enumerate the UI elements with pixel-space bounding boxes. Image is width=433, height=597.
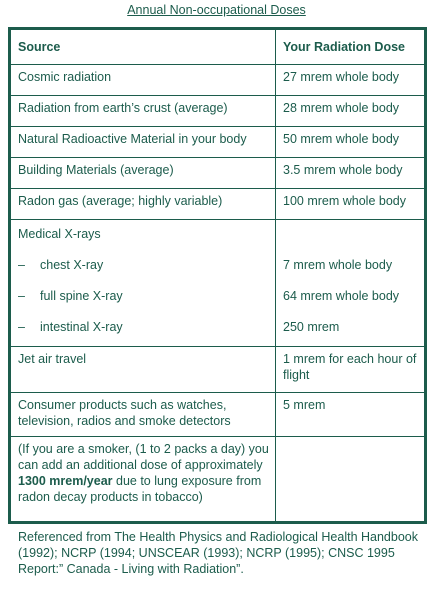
medical-item-label: chest X-ray — [40, 258, 104, 272]
medical-item — [11, 315, 275, 346]
row-dose: 3.5 mrem whole body — [276, 158, 426, 189]
table-row — [10, 127, 426, 158]
row-source: Cosmic radiation — [10, 65, 276, 96]
header-dose: Your Radiation Dose — [276, 29, 426, 65]
consumer-source: Consumer products such as watches, television, radios and smoke detectors — [10, 393, 276, 437]
medical-item-dose: 7 mrem whole body — [283, 258, 393, 272]
medical-item-dose: 250 mrem — [283, 320, 340, 334]
medical-dose-blank — [276, 220, 424, 253]
page-title: Annual Non-occupational Doses — [127, 3, 306, 17]
medical-heading: Medical X-rays — [18, 227, 101, 241]
medical-item — [11, 284, 275, 315]
smoker-dose-blank — [276, 437, 426, 523]
row-dose: 28 mrem whole body — [276, 96, 426, 127]
table-row — [10, 158, 426, 189]
smoker-text-after: due to lung exposure from radon decay products in tobacco) — [18, 474, 262, 504]
table-row — [10, 347, 426, 393]
medical-item-label: full spine X-ray — [40, 289, 123, 303]
reference-note: Referenced from The Health Physics and Radiological Health Handbook (1992); NCRP (1994; UNSCEAR (1993); NCRP (1995); CNSC 1995 Report:” Canada - Living with Radiation”. — [18, 530, 418, 576]
jet-source: Jet air travel — [10, 347, 276, 393]
dose-table — [8, 27, 427, 524]
medical-item-dose: 64 mrem whole body — [283, 289, 400, 303]
row-source: Building Materials (average) — [10, 158, 276, 189]
dash-mark: – — [18, 289, 25, 303]
consumer-dose: 5 mrem — [276, 393, 426, 437]
smoker-dose-bold: 1300 mrem/year — [18, 474, 113, 488]
medical-item — [11, 253, 275, 284]
dash-mark: – — [18, 258, 25, 272]
row-dose: 100 mrem whole body — [276, 189, 426, 220]
row-source: Radiation from earth’s crust (average) — [10, 96, 276, 127]
jet-dose: 1 mrem for each hour of flight — [276, 347, 426, 393]
table-row — [10, 393, 426, 437]
row-dose: 50 mrem whole body — [276, 127, 426, 158]
table-row — [10, 96, 426, 127]
medical-item-label: intestinal X-ray — [40, 320, 123, 334]
table-header-row — [10, 29, 426, 65]
medical-source-cell — [10, 220, 276, 347]
medical-xray-row — [10, 220, 426, 347]
smoker-text-before: (If you are a smoker, (1 to 2 packs a day) you can add an additional dose of approximately — [18, 442, 269, 472]
row-source: Natural Radioactive Material in your body — [10, 127, 276, 158]
header-source: Source — [10, 29, 276, 65]
row-source: Radon gas (average; highly variable) — [10, 189, 276, 220]
table-row — [10, 189, 426, 220]
table-row — [10, 65, 426, 96]
medical-dose-cell — [276, 220, 426, 347]
row-dose: 27 mrem whole body — [276, 65, 426, 96]
smoker-row — [10, 437, 426, 523]
dash-mark: – — [18, 320, 25, 334]
smoker-note — [10, 437, 276, 523]
